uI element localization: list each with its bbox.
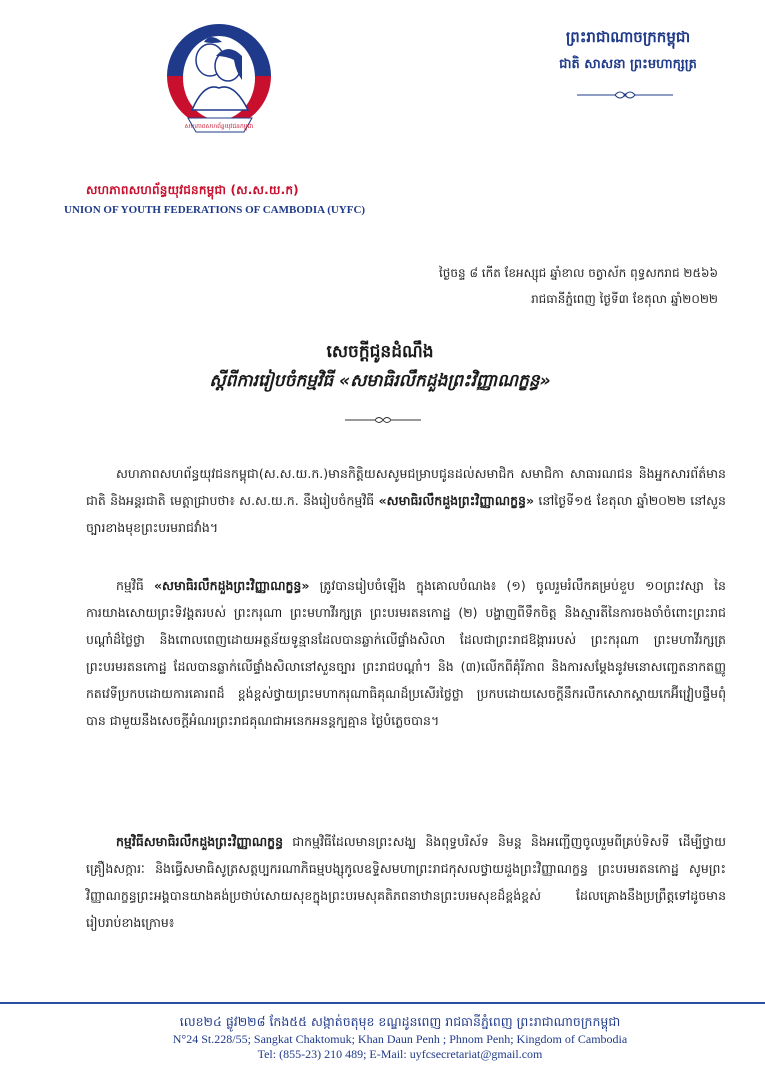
paragraph-1-text-end: នៅថ្ងៃទី១៥ ខែតុលា ឆ្នាំ២០២២ នៅសួនច្បារខាងមុខព្រះបរមរាជវាំង។ [86, 493, 726, 535]
paragraph-2-event-name: «សមាធិរលឹកដួងព្រះវិញ្ញាណក្ខន្ធ» [153, 578, 310, 593]
paragraph-3 [86, 828, 726, 936]
date-block [298, 260, 718, 312]
footer-contact: Tel: (855-23) 210 489; E-Mail: uyfcsecretariat@gmail.com [257, 1047, 543, 1061]
lunar-date: ថ្ងៃចន្ទ ៨ កើត ខែអស្សុជ ឆ្នាំខាល ចត្វាស័ក ពុទ្ធសករាជ ២៥៦៦ [438, 266, 718, 280]
motto-line: ជាតិ សាសនា ព្រះមហាក្សត្រ [559, 57, 697, 72]
footer [120, 1012, 680, 1062]
title-line-1: សេចក្ដីជូនដំណឹង [326, 342, 434, 362]
paragraph-3-event-name: កម្មវិធីសមាធិរលឹកដួងព្រះវិញ្ញាណក្ខន្ធ [116, 834, 284, 849]
org-name-khmer: សហភាពសហព័ន្ធយុវជនកម្ពុជា (ស.ស.យ.ក) [86, 183, 299, 197]
logo-text: សហភាពសហព័ន្ធយុវជនកម្ពុជា [184, 123, 254, 130]
solar-date: រាជធានីភ្នំពេញ ថ្ងៃទី៣ ខែតុលា ឆ្នាំ២០២២ [531, 292, 718, 306]
footer-address-english: N°24 St.228/55; Sangkat Chaktomuk; Khan Daun Penh ; Phnom Penh; Kingdom of Cambodia [172, 1032, 628, 1046]
paragraph-1-event-name: «សមាធិរលឹកដួងព្រះវិញ្ញាណក្ខន្ធ» [378, 493, 535, 508]
paragraph-1-text: សហភាពសហព័ន្ធយុវជនកម្ពុជា(ស.ស.យ.ក.)មានកិត្តិយសសូមជម្រាបជូនដល់សមាជិក សមាជិកា សាធារណជន និងអ្នកសារព័ត៌មានជាតិ និងអន្តរជាតិ មេត្តាជ្រាបថា៖ ស.ស.យ.ក. នឹងរៀបចំកម្មវិធី [86, 466, 726, 508]
paragraph-3-text: ជាកម្មវិធីដែលមានព្រះសង្ឃ និងពុទ្ធបរិស័ទ និមន្ត និងអញ្ជើញចូលរួមពីគ្រប់ទិសទី ដើម្បីថ្វាយគ្រឿងសក្ការៈ និងធ្វើសមាធិសូត្រសត្តប្បករណាភិធម្មបង្សុកូលឧទ្ទិសមហាព្រះរាជកុសលថ្វាយដួងព្រះវិញ្ញាណក្ខន្ធ ព្រះបរមរតនកោដ្ឋ សូមព្រះវិញ្ញាណក្ខន្ធព្រះអង្គបានយាងគង់ប្រថាប់សោយសុខក្នុងព្រះបរមសុគតិភពនាឋានព្រះបរមសុខដ៏ខ្ពង់ខ្ពស់ ដែលគ្រោងនឹងប្រព្រឹត្តទៅដូចមានរៀបរាប់ខាងក្រោម៖ [86, 834, 726, 930]
paragraph-2 [86, 572, 726, 734]
paragraph-1 [86, 460, 726, 541]
kingdom-line: ព្រះរាជាណាចក្រកម្ពុជា [565, 28, 691, 46]
paragraph-2-text-end: ត្រូវបានរៀបចំឡើង ក្នុងគោលបំណង៖ (១) ចូលរួមរំលឹកគម្រប់ខួប ១០ព្រះវស្សា នៃការយាងសោយព្រះទិវង្គតរបស់ ព្រះករុណា ព្រះមហាវីរក្សត្រ ព្រះបរមរតនកោដ្ឋ (២) បង្ហាញពីទឹកចិត្ត និងស្មារតីនៃការចងចាំចំពោះព្រះរាជបណ្ដាំដ៏ថ្លៃថ្លា និងពោលពេញដោយអត្ថន័យទូន្មានដែលបានឆ្លាក់លើផ្ទាំងសិលា ដែលជាព្រះរាជឱង្ការរបស់ ព្រះករុណា ព្រះមហាវីរក្សត្រ ព្រះបរមរតនកោដ្ឋ ដែលបានឆ្លាក់លើផ្ទាំងសិលានៅសួនច្បារ ព្រះរាជបណ្ដាំ។ និង (៣)លើកពីគុំរីភាព និងការសម្ដែងនូវមនោសញ្ចេតនាកតញ្ញូកតវេទីប្រកបដោយការគោរពដ៏ ខ្ពង់ខ្ពស់ថ្វាយព្រះមហាករុណាធិគុណដ៏ប្រសើរថ្លៃថ្លា ប្រកបដោយសេចក្ដីនឹករលឹកសោកស្ដាយកេអ៊ីវ្រៀបផ្ទឹមពុំបាន ជាមួយនឹងសេចក្ដីអំណរព្រះរាជគុណជាអនេកអនន្តក្បគ្មាន ថ្ងៃបំភ្លេចបាន។ [86, 578, 726, 728]
uyfc-logo [164, 20, 274, 170]
footer-divider [0, 1002, 765, 1004]
ornament-divider-icon [575, 88, 675, 102]
kingdom-heading [510, 28, 746, 75]
title-line-2: ស្ដីពីការរៀបចំកម្មវិធី «សមាធិរលឹកដួងព្រះវិញ្ញាណក្ខន្ធ» [209, 371, 551, 391]
notice-title [60, 338, 700, 396]
paragraph-2-text: កម្មវិធី [116, 578, 154, 593]
ornament-divider-icon [345, 414, 421, 426]
org-name-english: UNION OF YOUTH FEDERATIONS OF CAMBODIA (UYFC) [64, 204, 366, 216]
footer-address-khmer: លេខ២៤ ផ្លូវ២២៨ កែង៥៥ សង្កាត់ចតុមុខ ខណ្ឌដូនពេញ រាជធានីភ្នំពេញ ព្រះរាជាណាចក្រកម្ពុជា [179, 1014, 621, 1029]
